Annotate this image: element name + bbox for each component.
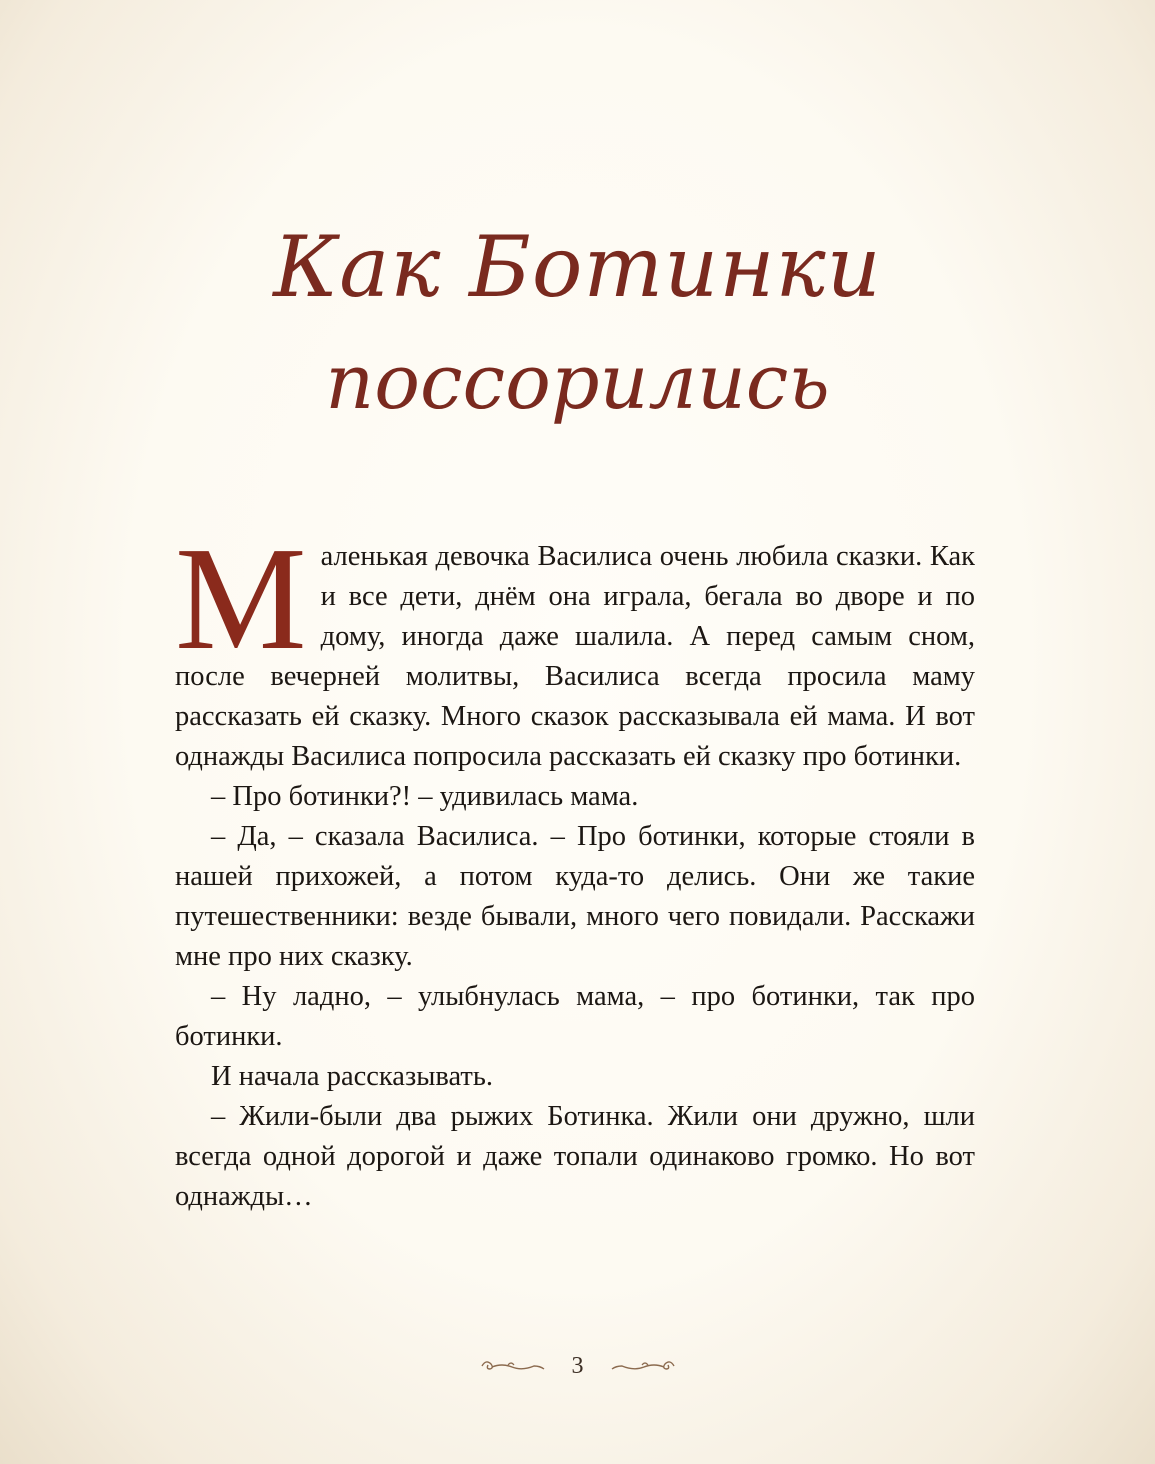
story-paragraph-6: – Жили-были два рыжих Ботинка. Жили они дружно, шли всегда одной дорогой и даже топали одинаково громко. Но вот однажды…: [175, 1101, 975, 1212]
story-paragraph-1: [175, 517, 975, 777]
story-paragraph-3: – Да, – сказала Василиса. – Про ботинки, которые стояли в нашей прихожей, а потом куда-то делись. Они же такие путешественники: везде бывали, много чего повидали. Расскажи мне про них сказку.: [175, 821, 975, 972]
page-footer: [0, 1352, 1155, 1380]
story-text: [175, 517, 975, 1217]
story-paragraph-2: – Про ботинки?! – удивилась мама.: [211, 781, 639, 812]
page-number: 3: [571, 1352, 584, 1379]
drop-cap: М: [175, 517, 307, 681]
scroll-ornament-right-icon: [608, 1356, 678, 1376]
scroll-ornament-left-icon: [478, 1356, 548, 1376]
story-paragraph-5: И начала рассказывать.: [211, 1061, 493, 1092]
chapter-title-line-1: Как Ботинки: [273, 218, 882, 316]
story-paragraph-4: – Ну ладно, – улыбнулась мама, – про ботинки, так про ботинки.: [175, 981, 975, 1052]
story-paragraph-1-text: аленькая девочка Василиса очень любила сказки. Как и все дети, днём она играла, бегала во дворе и по дому, иногда даже шалила. А перед самым сном, после вечерней молитвы, Василиса всегда просила маму рассказать ей сказку. Много сказок рассказывала ей мама. И вот однажды Василиса попросила рассказать ей сказку про ботинки.: [175, 541, 975, 772]
chapter-title-line-2: поссорились: [325, 337, 830, 426]
chapter-title: [0, 212, 1155, 434]
